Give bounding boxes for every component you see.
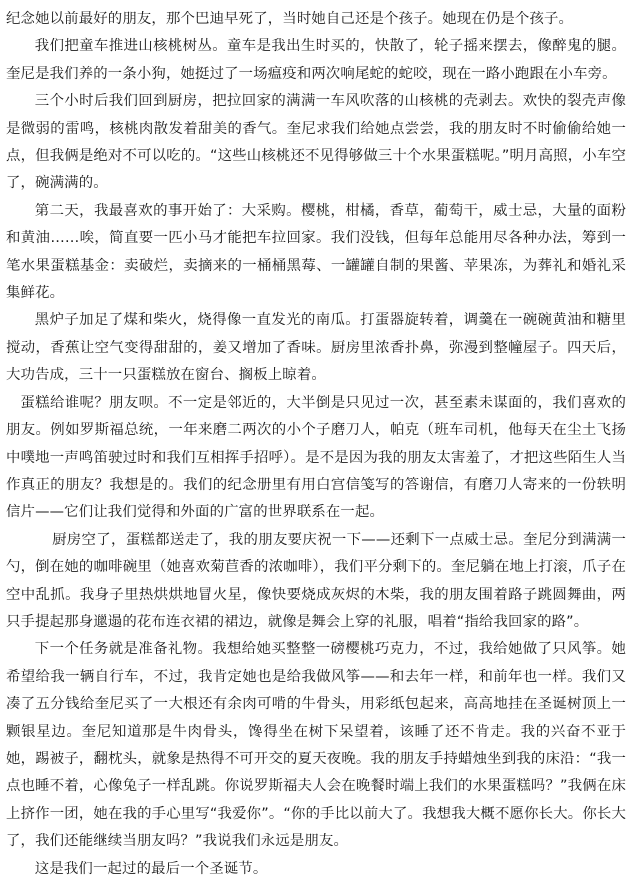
paragraph-6: 蛋糕给谁呢？朋友呗。不一定是邻近的，大半倒是只见过一次，甚至素未谋面的，我们喜欢的朋友。例如罗斯福总统，一年来磨二两次的小个子磨刀人，帕克（班车司机，他每天在尘土飞扬中噗地一声鸣笛驶过时和我们互相挥手招呼）。是不是因为我的朋友太害羞了，才把这些陌生人当作真正的朋友？我想是的。我们的纪念册里有用白宫信笺写的答谢信，有磨刀人寄来的一份轶明信片——它们让我们觉得和外面的广富的世界联系在一起。 <box>6 394 626 521</box>
paragraph-1: 纪念她以前最好的朋友，那个巴迪早死了，当时她自己还是个孩子。她现在仍是个孩子。 <box>6 11 574 27</box>
paragraph-4: 第二天，我最喜欢的事开始了：大采购。樱桃，柑橘，香草，葡萄干，威士忌，大量的面粉和黄油……唉，简直要一匹小马才能把车拉回家。我们没钱，但每年总能用尽各种办法，筹到一笔水果蛋糕基金：卖破烂，卖摘来的一桶桶黑莓、一罐罐自制的果酱、苹果冻，为葬礼和婚礼采集鲜花。 <box>6 202 626 302</box>
paragraph-7: 厨房空了，蛋糕都送走了，我的朋友要庆祝一下——还剩下一点威士忌。奎尼分到满满一勺，倒在她的咖啡碗里（她喜欢菊苣香的浓咖啡），我们平分剩下的。奎尼躺在地上打滚，爪子在空中乱抓。我身子里热烘烘地冒火星，像快要烧成灰烬的木柴，我的朋友围着路子跳圆舞曲，两只手提起那身邋遢的花布连衣裙的裙边，就像是舞会上穿的礼服，唱着“指给我回家的路”。 <box>6 531 626 630</box>
paragraph-2: 我们把童车推进山核桃树丛。童车是我出生时买的，快散了，轮子摇来摆去，像醉鬼的腿。奎尼是我们养的一条小狗，她挺过了一场瘟疫和两次响尾蛇的蛇咬，现在一路小跑跟在小车旁。 <box>6 38 626 82</box>
paragraph-8: 下一个任务就是准备礼物。我想给她买整整一磅樱桃巧克力，不过，我给她做了只风筝。她希望给我一辆自行车，不过，我肯定她也是给我做风筝——和去年一样，和前年也一样。我们又凑了五分钱给奎尼买了一大根还有余肉可啃的牛骨头，用彩纸包起来，高高地挂在圣诞树顶上一颗银星边。奎尼知道那是牛肉骨头，馋得坐在树下呆望着，该睡了还不肯走。我的兴奋不亚于她，踢被子，翻枕头，就象是热得不可开交的夏天夜晚。我的朋友手持蜡烛坐到我的床沿：“我一点也睡不着，心像兔子一样乱跳。你说罗斯福夫人会在晚餐时端上我们的水果蛋糕吗？”我俩在床上挤作一团，她在我的手心里写“我爱你”。“你的手比以前大了。我想我大概不愿你长大。你长大了，我们还能继续当朋友吗？”我说我们永远是朋友。 <box>6 641 626 850</box>
paragraph-3: 三个小时后我们回到厨房，把拉回家的满满一车风吹落的山核桃的壳剥去。欢快的裂壳声像是微弱的雷鸣，核桃肉散发着甜美的香气。奎尼求我们给她点尝尝，我的朋友时不时偷偷给她一点，但我俩是绝对不可以吃的。“这些山核桃还不见得够做三十个水果蛋糕呢。”明月高照，小车空了，碗满满的。 <box>6 93 626 192</box>
paragraph-5: 黑炉子加足了煤和柴火，烧得像一直发光的南瓜。打蛋器旋转着，调羹在一碗碗黄油和糖里搅动，香蕉让空气变得甜甜的，姜又增加了香味。厨房里浓香扑鼻，弥漫到整幢屋子。四天后，大功告成，三十一只蛋糕放在窗台、搁板上晾着。 <box>6 312 626 384</box>
paragraph-9: 这是我们一起过的最后一个圣诞节。 <box>34 860 268 877</box>
